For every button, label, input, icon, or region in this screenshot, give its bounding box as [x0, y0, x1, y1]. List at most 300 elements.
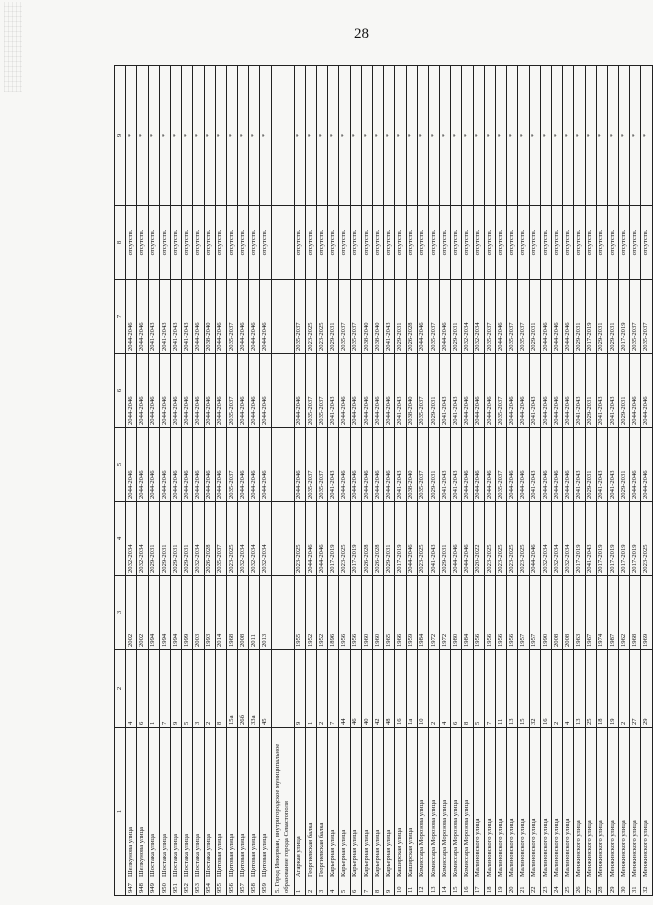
period-cell: 2044-2046: [518, 354, 529, 428]
house-number-cell: 40: [361, 650, 372, 728]
period-cell: 2023-2025: [484, 502, 495, 576]
period-cell: 2041-2043: [529, 354, 540, 428]
row-number: 948: [138, 883, 146, 893]
street-name: Малиновского улица: [541, 818, 549, 877]
period-cell: 2023-2025: [507, 502, 518, 576]
period-cell: 2044-2046: [260, 428, 271, 502]
street-name: Щитовая улица: [250, 833, 258, 877]
table-row: [372, 66, 383, 896]
period-cell: 2041-2043: [529, 428, 540, 502]
street-name: Менжинского улица: [586, 820, 594, 877]
status-cell: отсутств.: [204, 206, 215, 280]
mark-cell: *: [496, 66, 507, 206]
street-name: Щитовая улица: [216, 833, 224, 877]
address-cell: [417, 728, 428, 896]
status-cell: отсутств.: [507, 206, 518, 280]
period-cell: 2044-2046: [496, 280, 507, 354]
row-number: 26: [575, 886, 583, 893]
period-cell: 2044-2046: [372, 354, 383, 428]
period-cell: 2041-2043: [428, 502, 439, 576]
table-row: [619, 66, 630, 896]
year-built-cell: 1963: [574, 576, 585, 650]
period-cell: 2029-2031: [428, 354, 439, 428]
street-name: Георгиевская балка: [317, 822, 325, 877]
status-cell: отсутств.: [238, 206, 249, 280]
address-cell: [496, 728, 507, 896]
period-cell: 2029-2031: [440, 502, 451, 576]
empty-cell: [271, 576, 294, 650]
status-cell: отсутств.: [384, 206, 395, 280]
mark-cell: *: [551, 66, 562, 206]
address-cell: [294, 728, 305, 896]
row-number: 17: [474, 886, 482, 893]
address-cell: [540, 728, 551, 896]
period-cell: 2044-2046: [462, 354, 473, 428]
period-cell: 2017-2019: [619, 280, 630, 354]
period-cell: 2029-2031: [170, 502, 181, 576]
table-row: [305, 66, 316, 896]
mark-cell: *: [384, 66, 395, 206]
house-number-cell: 8: [462, 650, 473, 728]
address-cell: [507, 728, 518, 896]
street-name: Малиновского улица: [563, 818, 571, 877]
row-number: 14: [440, 886, 448, 893]
address-cell: [317, 728, 328, 896]
period-cell: 2035-2037: [350, 280, 361, 354]
house-number-cell: 9: [170, 650, 181, 728]
period-cell: 2026-2028: [204, 502, 215, 576]
street-name: Менжинского улица: [631, 820, 639, 877]
row-number: 5: [340, 889, 348, 893]
period-cell: 2044-2046: [215, 428, 226, 502]
house-number-cell: 2: [317, 650, 328, 728]
column-header: 2: [115, 650, 126, 728]
period-cell: 2035-2037: [215, 502, 226, 576]
section-title: 5. Город Инкерман, внутригородское муниципальное образование города Севастополя: [271, 728, 294, 896]
house-number-cell: 45: [260, 650, 271, 728]
street-name: Малиновского улица: [519, 818, 527, 877]
street-name: Каширская улица: [407, 827, 415, 877]
address-cell: [339, 728, 350, 896]
period-cell: 2017-2019: [395, 502, 406, 576]
period-cell: 2029-2031: [148, 502, 159, 576]
table-row: [148, 66, 159, 896]
period-cell: 2035-2037: [484, 280, 495, 354]
table-row: [294, 66, 305, 896]
table-row: [563, 66, 574, 896]
period-cell: 2041-2043: [596, 428, 607, 502]
period-cell: 2035-2037: [339, 280, 350, 354]
row-number: 23: [541, 886, 549, 893]
table-row: [630, 66, 641, 896]
year-built-cell: 1993: [204, 576, 215, 650]
period-cell: 2035-2037: [305, 354, 316, 428]
mark-cell: *: [395, 66, 406, 206]
section-row: [271, 66, 294, 896]
mark-cell: *: [563, 66, 574, 206]
period-cell: 2026-2028: [361, 502, 372, 576]
row-number: 953: [194, 883, 202, 893]
period-cell: 2041-2043: [607, 428, 618, 502]
mark-cell: *: [249, 66, 260, 206]
row-number: 18: [485, 886, 493, 893]
mark-cell: *: [574, 66, 585, 206]
mark-cell: *: [159, 66, 170, 206]
period-cell: 2044-2046: [126, 354, 137, 428]
street-name: Шостака улица: [160, 834, 168, 877]
period-cell: 2044-2046: [260, 280, 271, 354]
street-name: Малиновского улица: [530, 818, 538, 877]
period-cell: 2044-2046: [204, 428, 215, 502]
period-cell: 2032-2034: [462, 280, 473, 354]
period-cell: 2038-2040: [406, 354, 417, 428]
address-cell: [395, 728, 406, 896]
status-cell: отсутств.: [630, 206, 641, 280]
house-number-cell: 13: [574, 650, 585, 728]
year-built-cell: 1956: [496, 576, 507, 650]
table-row: [406, 66, 417, 896]
house-number-cell: 7: [328, 650, 339, 728]
street-name: Шостака улица: [182, 834, 190, 877]
mark-cell: *: [462, 66, 473, 206]
period-cell: 2026-2028: [372, 502, 383, 576]
year-built-cell: 1984: [462, 576, 473, 650]
house-number-cell: 16: [395, 650, 406, 728]
status-cell: отсутств.: [249, 206, 260, 280]
year-built-cell: 1959: [406, 576, 417, 650]
period-cell: 2041-2043: [170, 280, 181, 354]
status-cell: отсутств.: [574, 206, 585, 280]
period-cell: 2041-2043: [159, 280, 170, 354]
address-cell: [574, 728, 585, 896]
row-number: 16: [463, 886, 471, 893]
street-name: Малиновского улица: [496, 818, 504, 877]
address-cell: [170, 728, 181, 896]
house-number-cell: 6: [137, 650, 148, 728]
mark-cell: *: [518, 66, 529, 206]
row-number: 958: [250, 883, 258, 893]
mark-cell: *: [596, 66, 607, 206]
house-number-cell: 46: [350, 650, 361, 728]
row-number: 956: [227, 883, 235, 893]
period-cell: 2032-2034: [193, 502, 204, 576]
house-number-cell: 5: [473, 650, 484, 728]
period-cell: 2023-2025: [294, 502, 305, 576]
year-built-cell: 1980: [451, 576, 462, 650]
table-row: [384, 66, 395, 896]
row-number: 947: [126, 883, 134, 893]
period-cell: 2044-2046: [462, 502, 473, 576]
period-cell: 2029-2031: [596, 280, 607, 354]
period-cell: 2035-2037: [294, 280, 305, 354]
period-cell: 2044-2046: [540, 354, 551, 428]
mark-cell: *: [260, 66, 271, 206]
row-number: 28: [597, 886, 605, 893]
period-cell: 2032-2034: [238, 502, 249, 576]
house-number-cell: 48: [384, 650, 395, 728]
status-cell: отсутств.: [551, 206, 562, 280]
row-number: 24: [552, 886, 560, 893]
period-cell: 2041-2043: [440, 428, 451, 502]
period-cell: 2044-2046: [540, 280, 551, 354]
period-cell: 2044-2046: [484, 354, 495, 428]
period-cell: 2044-2046: [159, 428, 170, 502]
row-number: 10: [396, 886, 404, 893]
row-number: 29: [608, 886, 616, 893]
year-built-cell: 1987: [607, 576, 618, 650]
period-cell: 2038-2040: [361, 280, 372, 354]
table-row: [182, 66, 193, 896]
status-cell: отсутств.: [641, 206, 652, 280]
year-built-cell: 1968: [630, 576, 641, 650]
status-cell: отсутств.: [193, 206, 204, 280]
street-name: Комиссара Морозова улица: [429, 799, 437, 877]
address-cell: [529, 728, 540, 896]
period-cell: 2041-2043: [328, 354, 339, 428]
period-cell: 2044-2046: [551, 354, 562, 428]
year-built-cell: 1952: [305, 576, 316, 650]
table-row: [249, 66, 260, 896]
house-number-cell: 42: [372, 650, 383, 728]
empty-cell: [271, 280, 294, 354]
table-row: [641, 66, 652, 896]
street-name: Менжинского улица: [608, 820, 616, 877]
status-cell: отсутств.: [305, 206, 316, 280]
mark-cell: *: [630, 66, 641, 206]
status-cell: отсутств.: [518, 206, 529, 280]
address-cell: [428, 728, 439, 896]
street-name: Шелкунова улица: [126, 827, 134, 877]
address-cell: [518, 728, 529, 896]
period-cell: 2041-2043: [148, 280, 159, 354]
period-cell: 2035-2037: [226, 280, 237, 354]
period-cell: 2029-2031: [428, 428, 439, 502]
mark-cell: *: [406, 66, 417, 206]
period-cell: 2044-2046: [215, 280, 226, 354]
mark-cell: *: [417, 66, 428, 206]
street-name: Малиновского улица: [552, 818, 560, 877]
mark-cell: *: [372, 66, 383, 206]
house-number-cell: 1: [148, 650, 159, 728]
table-row: [440, 66, 451, 896]
year-built-cell: 2011: [249, 576, 260, 650]
period-cell: 2041-2043: [596, 354, 607, 428]
row-number: 21: [519, 886, 527, 893]
address-cell: [596, 728, 607, 896]
period-cell: 2035-2037: [317, 354, 328, 428]
period-cell: 2044-2046: [440, 280, 451, 354]
year-built-cell: 1957: [518, 576, 529, 650]
table-row: [574, 66, 585, 896]
year-built-cell: 2008: [563, 576, 574, 650]
address-cell: [137, 728, 148, 896]
period-cell: 2029-2031: [529, 280, 540, 354]
address-cell: [551, 728, 562, 896]
row-number: 955: [216, 883, 224, 893]
period-cell: 2035-2037: [305, 428, 316, 502]
period-cell: 2035-2037: [226, 428, 237, 502]
street-name: Карьерная улица: [340, 829, 348, 877]
address-cell: [630, 728, 641, 896]
period-cell: 2035-2037: [496, 354, 507, 428]
table-row: [260, 66, 271, 896]
period-cell: 2041-2043: [395, 428, 406, 502]
year-built-cell: 1956: [507, 576, 518, 650]
row-number: 949: [149, 883, 157, 893]
period-cell: 2044-2046: [641, 428, 652, 502]
mark-cell: *: [361, 66, 372, 206]
period-cell: 2044-2046: [170, 354, 181, 428]
address-cell: [607, 728, 618, 896]
period-cell: 2044-2046: [182, 428, 193, 502]
period-cell: 2035-2037: [496, 428, 507, 502]
period-cell: 2032-2034: [473, 280, 484, 354]
column-header: 3: [115, 576, 126, 650]
house-number-cell: 6: [451, 650, 462, 728]
house-number-cell: 26б: [238, 650, 249, 728]
period-cell: 2029-2031: [451, 280, 462, 354]
status-cell: отсутств.: [619, 206, 630, 280]
status-cell: отсутств.: [529, 206, 540, 280]
mark-cell: *: [328, 66, 339, 206]
mark-cell: *: [440, 66, 451, 206]
house-number-cell: 5: [182, 650, 193, 728]
address-cell: [484, 728, 495, 896]
status-cell: отсутств.: [428, 206, 439, 280]
row-number: 957: [238, 883, 246, 893]
mark-cell: *: [305, 66, 316, 206]
page-number: 28: [354, 26, 369, 42]
house-number-cell: 1а: [406, 650, 417, 728]
year-built-cell: 1999: [182, 576, 193, 650]
status-cell: отсутств.: [440, 206, 451, 280]
year-built-cell: 1968: [226, 576, 237, 650]
period-cell: 2032-2034: [249, 502, 260, 576]
mark-cell: *: [473, 66, 484, 206]
row-number: 959: [261, 883, 269, 893]
table-row: [350, 66, 361, 896]
period-cell: 2044-2046: [170, 428, 181, 502]
period-cell: 2044-2046: [249, 280, 260, 354]
period-cell: 2041-2043: [182, 280, 193, 354]
year-built-cell: 2003: [193, 576, 204, 650]
year-built-cell: 1990: [540, 576, 551, 650]
period-cell: 2041-2043: [395, 354, 406, 428]
mark-cell: *: [350, 66, 361, 206]
table-row: [417, 66, 428, 896]
year-built-cell: 1969: [641, 576, 652, 650]
period-cell: 2023-2025: [641, 502, 652, 576]
period-cell: 2044-2046: [484, 428, 495, 502]
street-name: Малиновского улица: [474, 818, 482, 877]
period-cell: 2035-2037: [317, 428, 328, 502]
house-number-cell: 33а: [249, 650, 260, 728]
status-cell: отсутств.: [350, 206, 361, 280]
table-row: [596, 66, 607, 896]
period-cell: 2044-2046: [182, 354, 193, 428]
year-built-cell: 2008: [551, 576, 562, 650]
row-number: 3: [317, 889, 325, 893]
street-name: Менжинского улица: [575, 820, 583, 877]
period-cell: 2023-2025: [518, 502, 529, 576]
year-built-cell: 2008: [238, 576, 249, 650]
table-row: [473, 66, 484, 896]
period-cell: 2044-2046: [417, 280, 428, 354]
period-cell: 2029-2031: [159, 502, 170, 576]
house-number-cell: 4: [126, 650, 137, 728]
period-cell: 2041-2043: [384, 280, 395, 354]
period-cell: 2044-2046: [507, 428, 518, 502]
period-cell: 2044-2046: [630, 354, 641, 428]
period-cell: 2017-2019: [596, 502, 607, 576]
status-cell: отсутств.: [496, 206, 507, 280]
address-cell: [585, 728, 596, 896]
period-cell: 2017-2019: [607, 502, 618, 576]
house-number-cell: 18: [596, 650, 607, 728]
table-row: [226, 66, 237, 896]
street-name: Менжинского улица: [642, 820, 650, 877]
row-number: 27: [586, 886, 594, 893]
period-cell: 2026-2028: [406, 280, 417, 354]
period-cell: 2017-2019: [350, 502, 361, 576]
status-cell: отсутств.: [159, 206, 170, 280]
empty-cell: [271, 66, 294, 206]
year-built-cell: 1994: [170, 576, 181, 650]
house-number-cell: 1: [305, 650, 316, 728]
mark-cell: *: [215, 66, 226, 206]
address-cell: [361, 728, 372, 896]
street-name: Комиссара Морозова улица: [440, 799, 448, 877]
row-number: 25: [563, 886, 571, 893]
empty-cell: [271, 428, 294, 502]
year-built-cell: 1960: [361, 576, 372, 650]
period-cell: 2032-2034: [260, 502, 271, 576]
period-cell: 2023-2025: [417, 502, 428, 576]
address-cell: [462, 728, 473, 896]
street-name: Шостака улица: [194, 834, 202, 877]
rotated-table-frame: [114, 66, 650, 896]
house-number-cell: 2: [619, 650, 630, 728]
period-cell: 2044-2046: [551, 280, 562, 354]
column-header: 7: [115, 280, 126, 354]
row-number: 32: [642, 886, 650, 893]
year-built-cell: 1957: [529, 576, 540, 650]
house-number-cell: 7: [159, 650, 170, 728]
address-cell: [126, 728, 137, 896]
period-cell: 2044-2046: [563, 280, 574, 354]
period-cell: 2017-2019: [630, 502, 641, 576]
address-cell: [260, 728, 271, 896]
house-number-cell: 8: [215, 650, 226, 728]
period-cell: 2041-2043: [451, 428, 462, 502]
street-name: Каширская улица: [396, 827, 404, 877]
period-cell: 2044-2046: [249, 354, 260, 428]
status-cell: отсутств.: [294, 206, 305, 280]
period-cell: 2044-2046: [473, 354, 484, 428]
period-cell: 2044-2046: [406, 502, 417, 576]
year-built-cell: 1994: [148, 576, 159, 650]
table-row: [540, 66, 551, 896]
row-number: 8: [373, 889, 381, 893]
period-cell: 2044-2046: [350, 354, 361, 428]
street-name: Малиновского улица: [485, 818, 493, 877]
street-name: Менжинского улица: [619, 820, 627, 877]
period-cell: 2044-2046: [137, 428, 148, 502]
street-name: Карьерная улица: [351, 829, 359, 877]
period-cell: 2029-2031: [619, 354, 630, 428]
year-built-cell: 1956: [350, 576, 361, 650]
period-cell: 2041-2043: [574, 428, 585, 502]
